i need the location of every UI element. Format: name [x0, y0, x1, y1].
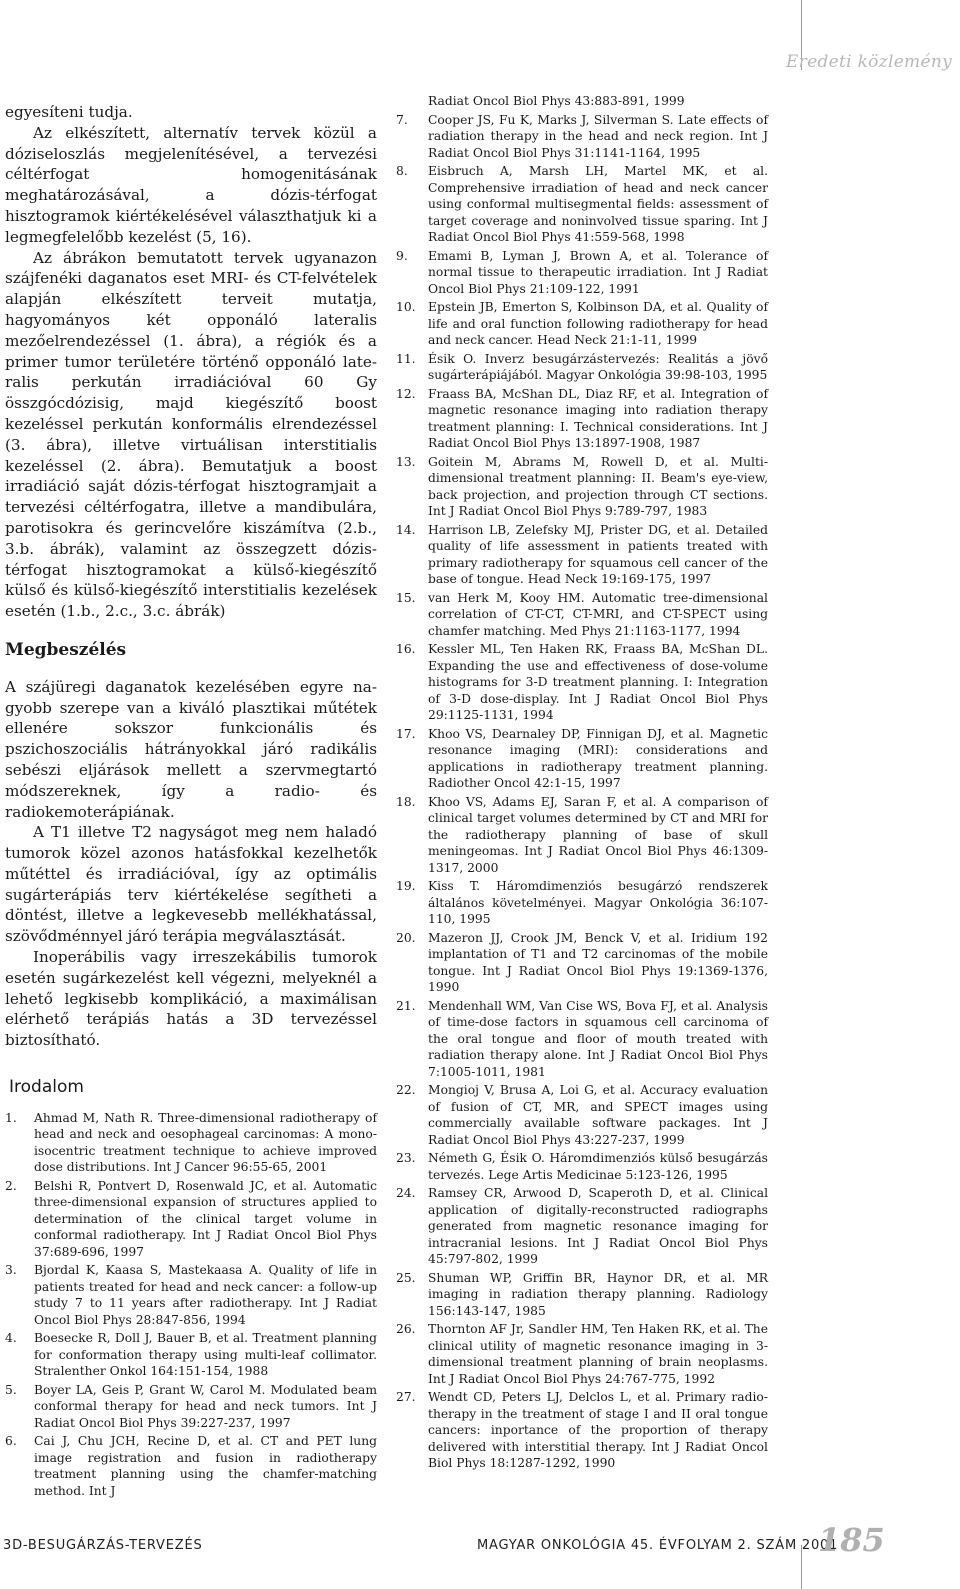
reference-text: Németh G, Ésik O. Háromdimenziós külső besugárzás tervezés. Lege Artis Medicinae 5:123-126, 1995	[428, 1151, 768, 1182]
section-header: Eredeti közlemény	[785, 52, 952, 72]
reference-text: Harrison LB, Zelefsky MJ, Prister DG, et al. Detailed quality of life assessment in patients treated with primary radiotherapy for squamous cell cancer of the base of tongue. Head Neck 19:169-175, 1997	[428, 522, 768, 586]
footer-journal-info: MAGYAR ONKOLÓGIA 45. ÉVFOLYAM 2. SZÁM 2001	[477, 1538, 839, 1553]
reference-number: 8.	[396, 164, 408, 178]
reference-item	[396, 454, 768, 520]
reference-text: Mazeron JJ, Crook JM, Benck V, et al. Iridium 192 implantation of T1 and T2 carcinomas of the mobile tongue. Int J Radiat Oncol Biol Phys 19:1369-1376, 1990	[428, 930, 768, 994]
reference-text: Boesecke R, Doll J, Bauer B, et al. Treatment planning for conformation therapy using multi-leaf collimator. Stralenther Onkol 164:151-154, 1988	[34, 1331, 377, 1379]
page-number: 185	[818, 1521, 885, 1559]
right-column	[396, 93, 768, 1474]
reference-text: Mongioj V, Brusa A, Loi G, et al. Accuracy evaluation of fusion of CT, MR, and SPECT images using commercially available software packages. Int J Radiat Oncol Biol Phys 43:227-237, 1999	[428, 1083, 768, 1147]
reference-item	[5, 1433, 377, 1499]
reference-number: 24.	[396, 1186, 416, 1200]
reference-text: Shuman WP, Griffin BR, Haynor DR, et al. MR imaging in radiation therapy planning. Radiology 156:143-147, 1985	[428, 1270, 768, 1318]
reference-item	[5, 1110, 377, 1176]
reference-number: 27.	[396, 1390, 416, 1404]
reference-text: Kessler ML, Ten Haken RK, Fraass BA, McShan DL. Expanding the use and effectiveness of dose-volume histograms for 3-D treatment planning. I: Integration of 3-D dose-display. Int J Radiat Oncol Biol Phys 29:1125-1131, 1994	[428, 642, 768, 722]
reference-item	[396, 590, 768, 640]
references-heading: Irodalom	[9, 1077, 84, 1098]
reference-text: Fraass BA, McShan DL, Diaz RF, et al. Integration of magnetic resonance imaging into radiation therapy treatment planning: I. Technical considerations. Int J Radiat Oncol Biol Phys 13:1897-1908, 1987	[428, 386, 768, 450]
reference-text: Emami B, Lyman J, Brown A, et al. Tolerance of normal tissue to therapeutic irradiation. Int J Radiat Oncol Biol Phys 21:109-122, 1991	[428, 248, 768, 296]
reference-number: 9.	[396, 248, 408, 263]
reference-item	[396, 112, 768, 162]
reference-item	[396, 163, 768, 246]
reference-number: 25.	[396, 1270, 416, 1285]
reference-number: 18.	[396, 794, 416, 809]
reference-item	[396, 299, 768, 349]
reference-item	[396, 386, 768, 452]
reference-text: Epstein JB, Emerton S, Kolbinson DA, et al. Quality of life and oral function following radiotherapy for head and neck cancer. Head Neck 21:1-11, 1999	[428, 300, 768, 347]
reference-number: 22.	[396, 1083, 416, 1097]
reference-number: 21.	[396, 998, 416, 1013]
reference-item	[396, 878, 768, 928]
reference-item	[396, 248, 768, 298]
reference-item	[5, 1262, 377, 1328]
reference-item	[396, 522, 768, 588]
reference-text: Mendenhall WM, Van Cise WS, Bova FJ, et al. Analysis of time-dose factors in squamous cell carcinoma of the oral tongue and floor of mouth treated with radiation therapy alone. Int J Radiat Oncol Biol Phys 7:1005-1011, 1981	[428, 998, 768, 1079]
reference-text: van Herk M, Kooy HM. Automatic tree-dimensional correlation of CT-CT, CT-MRI, and CT-SPECT using chamfer matching. Med Phys 21:1163-1177, 1994	[428, 590, 768, 638]
reference-number: 14.	[396, 522, 416, 537]
reference-number: 12.	[396, 386, 416, 401]
reference-continuation: Radiat Oncol Biol Phys 43:883-891, 1999	[428, 94, 685, 108]
reference-number: 13.	[396, 454, 416, 469]
reference-number: 15.	[396, 590, 416, 605]
discussion-paragraph-2: A T1 illetve T2 nagyságot meg nem haladó tumorok közel azonos hatásfokkal kezelhetők műtéttel és irradiációval, így az optimális sugárterápiás terv kiértékelése segítheti a döntést, illetve a legkevesebb mellékhatással, szövődménnyel járó terápia megválasztását.	[5, 823, 377, 946]
reference-number: 4.	[5, 1331, 17, 1346]
reference-text: Thornton AF Jr, Sandler HM, Ten Haken RK, et al. The clinical utility of magnetic resonance imaging in 3-dimensional treatment planning of brain neoplasms. Int J Radiat Oncol Biol Phys 24:767-775, 1992	[428, 1322, 768, 1386]
reference-item	[396, 1321, 768, 1387]
reference-number: 5.	[5, 1382, 17, 1397]
reference-number: 6.	[5, 1434, 17, 1449]
reference-item	[396, 641, 768, 724]
reference-item	[396, 726, 768, 792]
references-list-left	[5, 1110, 377, 1500]
reference-item	[396, 930, 768, 996]
reference-text: Goitein M, Abrams M, Rowell D, et al. Multidimensional treatment planning: II. Beam's eye-view, back projection, and projection through CT sections. Int J Radiat Oncol Biol Phys 9:789-797, 1983	[428, 454, 768, 518]
reference-number: 10.	[396, 300, 416, 314]
reference-number: 19.	[396, 879, 416, 893]
reference-item	[396, 1082, 768, 1148]
reference-number: 11.	[396, 351, 416, 366]
discussion-paragraph-1: A szájüregi daganatok kezelésében egyre nagyobb szerepe van a kiváló plasztikai műtétek ellenére sokszor funkcionális és pszichoszociális hátrányokkal járó radikális sebészi eljárások mellett a szervmegtartó módszereknek, így a radio- és radiokemoterápiának.	[5, 677, 377, 821]
reference-text: Wendt CD, Peters LJ, Delclos L, et al. Primary radiotherapy in the treatment of stage I and II oral tongue cancers: inportance of the proportion of therapy delivered with interstitial therapy. Int J Radiat Oncol Biol Phys 18:1287-1292, 1990	[428, 1390, 768, 1470]
references-list-right	[396, 112, 768, 1472]
reference-item	[396, 1389, 768, 1472]
reference-item	[396, 1150, 768, 1183]
discussion-paragraph-3: Inoperábilis vagy irreszekábilis tumorok esetén sugárkezelést kell végezni, melyeknél a lehető legkisebb komplikáció, a maximálisan elérhető terápiás hatás a 3D tervezéssel biztosítható.	[5, 948, 377, 1050]
left-column	[5, 102, 377, 1501]
body-paragraph-2: Az elkészített, alternatív tervek közül a dóziseloszlás megjelenítésével, a tervezési céltérfogat homogenitásának meghatározásával, a dózis-térfogat hisztogramok kiértékelésével választhatjuk ki a legmegfelelőbb kezelést (5, 16).	[5, 123, 377, 246]
reference-item	[396, 1185, 768, 1268]
reference-item	[396, 998, 768, 1081]
reference-number: 26.	[396, 1322, 416, 1336]
reference-text: Ramsey CR, Arwood D, Scaperoth D, et al. Clinical application of digitally-reconstructed radiographs generated from magnetic resonance imaging for intracranial lesions. Int J Radiat Oncol Biol Phys 45:797-802, 1999	[428, 1186, 768, 1266]
footer-running-title: 3D-BESUGÁRZÁS-TERVEZÉS	[3, 1538, 203, 1553]
reference-text: Bjordal K, Kaasa S, Mastekaasa A. Quality of life in patients treated for head and neck cancer: a follow-up study 7 to 11 years after radiotherapy. Int J Radiat Oncol Biol Phys 28:847-856, 1994	[34, 1263, 377, 1327]
reference-text: Belshi R, Pontvert D, Rosenwald JC, et al. Automatic three-dimensional expansion of structures applied to determination of the clinical target volume in conformal radiotherapy. Int J Radiat Oncol Biol Phys 37:689-696, 1997	[34, 1178, 377, 1259]
reference-item	[396, 351, 768, 384]
reference-item	[396, 794, 768, 877]
reference-item	[5, 1330, 377, 1380]
body-paragraph-1: egyesíteni tudja.	[5, 103, 133, 121]
reference-text: Ésik O. Inverz besugárzástervezés: Realitás a jövő sugárterápiájából. Magyar Onkológia 39:98-103, 1995	[428, 351, 768, 382]
reference-text: Khoo VS, Dearnaley DP, Finnigan DJ, et al. Magnetic resonance imaging (MRI): considerations and applications in radiotherapy treatment planning. Radiother Oncol 42:1-15, 1997	[428, 726, 768, 790]
reference-number: 17.	[396, 726, 416, 741]
reference-item	[5, 1178, 377, 1261]
reference-number: 16.	[396, 642, 416, 656]
reference-text: Khoo VS, Adams EJ, Saran F, et al. A comparison of clinical target volumes determined by CT and MRI for the radiotherapy planning of base of skull meningeomas. Int J Radiat Oncol Biol Phys 46:1309-1317, 2000	[428, 794, 768, 875]
reference-number: 3.	[5, 1263, 17, 1278]
reference-number: 2.	[5, 1178, 17, 1193]
reference-item	[5, 1382, 377, 1432]
reference-text: Eisbruch A, Marsh LH, Martel MK, et al. Comprehensive irradiation of head and neck cancer using conformal multisegmental fields: assessment of target coverage and noninvolved tissue sparing. Int J Radiat Oncol Biol Phys 41:559-568, 1998	[428, 164, 768, 244]
discussion-heading: Megbeszélés	[5, 639, 127, 660]
reference-text: Ahmad M, Nath R. Three-dimensional radiotherapy of head and neck and oesophageal carcinomas: A monoisocentric treatment technique to achieve improved dose distributions. Int J Cancer 96:55-65, 2001	[34, 1110, 377, 1175]
reference-item	[396, 1270, 768, 1320]
reference-number: 20.	[396, 930, 416, 945]
reference-text: Kiss T. Háromdimenziós besugárzó rendszerek általános követelményei. Magyar Onkológia 36:107-110, 1995	[428, 879, 768, 926]
reference-text: Boyer LA, Geis P, Grant W, Carol M. Modulated beam conformal therapy for head and neck tumors. Int J Radiat Oncol Biol Phys 39:227-237, 1997	[34, 1382, 377, 1430]
body-paragraph-3: Az ábrákon bemutatott tervek ugyanazon szájfenéki daganatos eset MRI- és CT-felvételek alapján elkészített terveit mutatja, hagyományos két opponáló lateralis mezőelrendezéssel (1. ábra), a régiók és a primer tumor területére történő opponáló lateralis perkután irradiációval 60 Gy összgócdózisig, majd kiegészítő boost kezeléssel perkután konformális elrendezéssel (3. ábra), illetve virtuálisan interstitialis kezeléssel (2. ábra). Bemutatjuk a boost irradiáció saját dózis-térfogat hisztogramjait a tervezési céltérfogatra, illetve a mandibulára, parotisokra és gerincvelőre kiszámítva (2.b., 3.b. ábrák), valamint az összegzett dózis-térfogat hisztogramokat a külső-kiegészítő külső és külső-kiegészítő interstitialis kezelések esetén (1.b., 2.c., 3.c. ábrák)	[5, 248, 377, 621]
reference-number: 23.	[396, 1151, 416, 1165]
reference-number: 7.	[396, 112, 408, 127]
reference-text: Cai J, Chu JCH, Recine D, et al. CT and PET lung image registration and fusion in radiotherapy treatment planning using the chamfer-matching method. Int J	[34, 1434, 377, 1498]
reference-number: 1.	[5, 1110, 17, 1125]
reference-text: Cooper JS, Fu K, Marks J, Silverman S. Late effects of radiation therapy in the head and neck region. Int J Radiat Oncol Biol Phys 31:1141-1164, 1995	[428, 112, 768, 160]
